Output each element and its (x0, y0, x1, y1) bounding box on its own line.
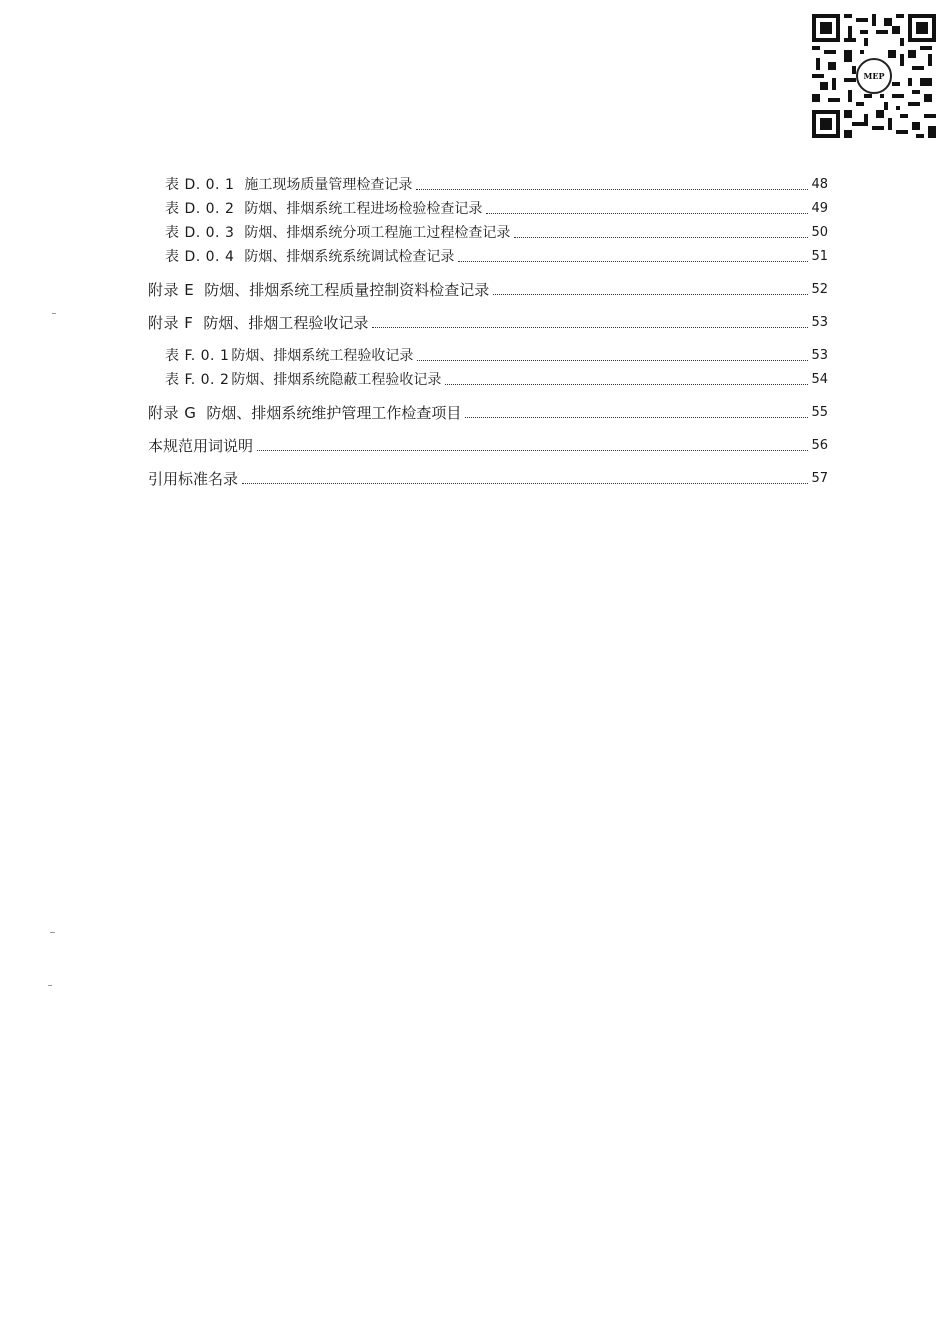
toc-leader-dots (458, 260, 808, 262)
scan-speck (48, 985, 52, 986)
toc-entry-code: 表 D. 0. 3 (165, 225, 235, 241)
toc-entry-appendix[interactable] (148, 404, 828, 422)
toc-entry-title: 引用标准名录 (148, 470, 239, 488)
toc-leader-dots (465, 416, 808, 418)
toc-entry-title: 防烟、排烟系统维护管理工作检查项目 (206, 404, 462, 422)
toc-entry-code: 表 F. 0. 2 (165, 372, 230, 388)
toc-entry[interactable] (165, 224, 828, 242)
toc-leader-dots (445, 383, 808, 385)
toc-entry-code: 附录 E (148, 281, 195, 299)
toc-leader-dots (416, 188, 808, 190)
scan-speck (52, 313, 56, 314)
toc-entry[interactable] (165, 200, 828, 218)
toc-entry-page: 51 (811, 249, 828, 264)
toc-entry[interactable] (165, 176, 828, 194)
toc-entry[interactable] (165, 371, 828, 389)
toc-entry-title: 本规范用词说明 (148, 437, 254, 455)
toc-entry-code: 表 D. 0. 1 (165, 177, 235, 193)
toc-entry-code: 表 D. 0. 4 (165, 249, 235, 265)
toc-entry-page: 48 (811, 177, 828, 192)
toc-entry-page: 57 (811, 471, 828, 486)
toc-entry-title: 防烟、排烟系统工程进场检验检查记录 (244, 201, 483, 217)
toc-entry-page: 53 (811, 315, 828, 330)
toc-leader-dots (514, 236, 808, 238)
toc-entry-page: 49 (811, 201, 828, 216)
qr-code (812, 14, 936, 138)
toc-entry-code: 附录 F (148, 314, 194, 332)
toc-entry-page: 50 (811, 225, 828, 240)
qr-logo: MEP (856, 58, 892, 94)
toc-entry-title: 防烟、排烟系统系统调试检查记录 (244, 249, 455, 265)
toc-entry-title: 防烟、排烟系统分项工程施工过程检查记录 (244, 225, 511, 241)
toc-leader-dots (372, 326, 808, 328)
toc-entry-title: 施工现场质量管理检查记录 (244, 177, 413, 193)
toc-entry[interactable] (165, 248, 828, 266)
toc-leader-dots (417, 359, 808, 361)
toc-entry-page: 52 (811, 282, 828, 297)
toc-entry-page: 54 (811, 372, 828, 387)
toc-leader-dots (486, 212, 808, 214)
toc-entry-page: 56 (811, 438, 828, 453)
toc-leader-dots (257, 449, 808, 451)
toc-entry-appendix[interactable] (148, 281, 828, 299)
toc-entry-code: 表 F. 0. 1 (165, 348, 230, 364)
toc-entry-title: 防烟、排烟系统工程质量控制资料检查记录 (204, 281, 490, 299)
toc-entry-code: 附录 G (148, 404, 197, 422)
toc-entry-page: 55 (811, 405, 828, 420)
toc-entry-code: 表 D. 0. 2 (165, 201, 235, 217)
toc-entry-title: 防烟、排烟工程验收记录 (203, 314, 369, 332)
toc-leader-dots (242, 482, 808, 484)
toc-entry-title: 防烟、排烟系统隐蔽工程验收记录 (231, 372, 442, 388)
scan-speck (50, 932, 55, 933)
toc-entry[interactable] (165, 347, 828, 365)
toc-entry-referenced-standards[interactable] (148, 470, 828, 488)
toc-entry-title: 防烟、排烟系统工程验收记录 (231, 348, 414, 364)
toc-entry-page: 53 (811, 348, 828, 363)
toc-leader-dots (493, 293, 808, 295)
toc-entry-appendix[interactable] (148, 314, 828, 332)
toc-entry-usage-notes[interactable] (148, 437, 828, 455)
